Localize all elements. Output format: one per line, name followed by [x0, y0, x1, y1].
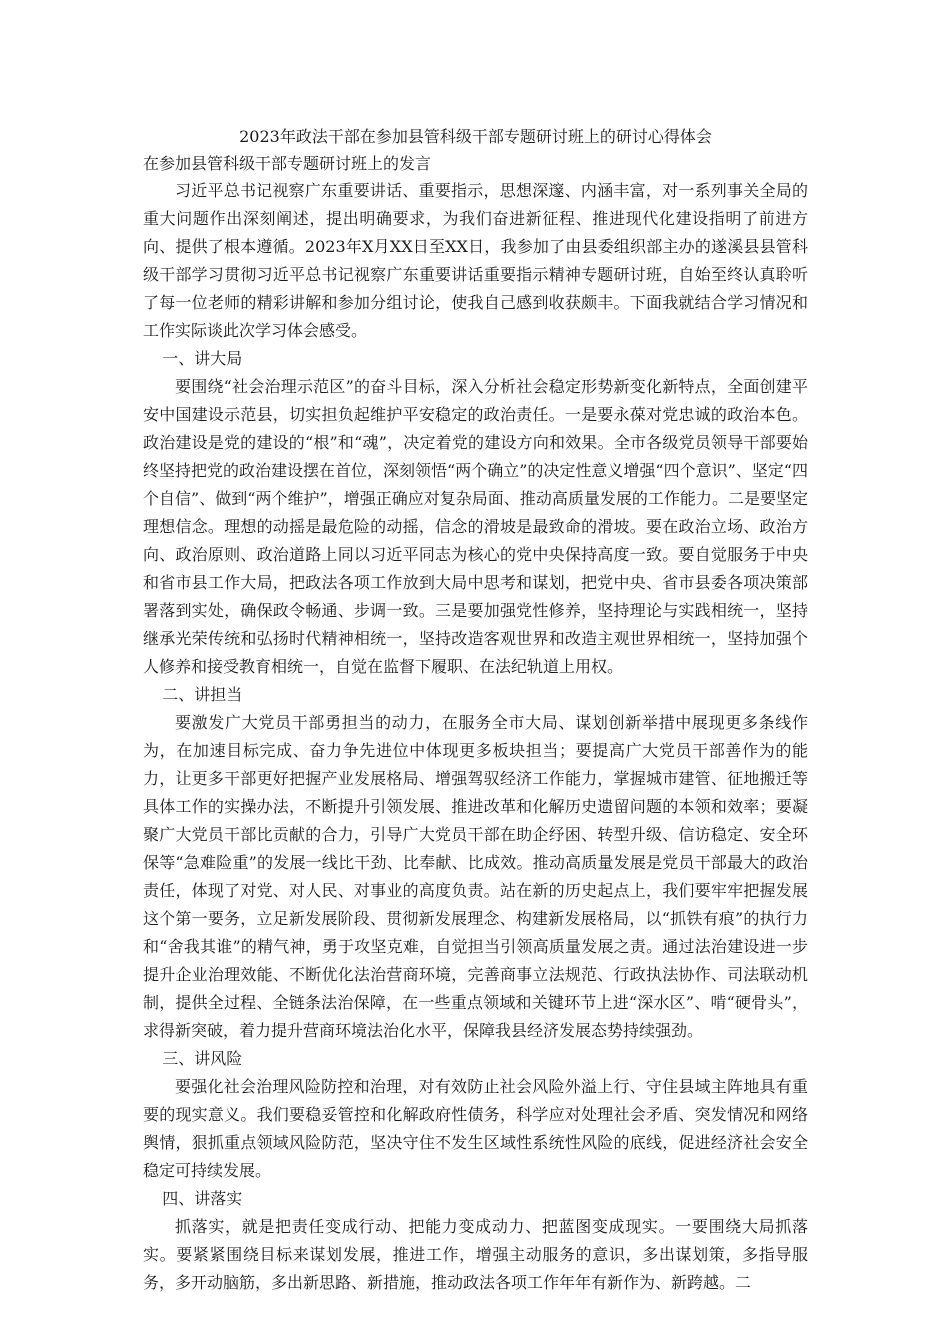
intro-paragraph: 习近平总书记视察广东重要讲话、重要指示，思想深邃、内涵丰富，对一系列事关全局的重大问题作出深刻阐述，提出明确要求，为我们奋进新征程、推进现代化建设指明了前进方向、提供了根本遵循。2023年X月XX日至XX日，我参加了由县委组织部主办的遂溪县县管科级干部学习贯彻习近平总书记视察广东重要讲话重要指示精神专题研讨班，自始至终认真聆听了每一位老师的精彩讲解和参加分组讨论，使我自己感到收获颇丰。下面我就结合学习情况和工作实际谈此次学习体会感受。	[143, 181, 808, 340]
document-subtitle: 在参加县管科级干部专题研讨班上的发言	[143, 154, 432, 173]
section-heading-1: 一、讲大局	[162, 349, 243, 368]
section-body-2: 要激发广大党员干部勇担当的动力，在服务全市大局、谋划创新举措中展现更多条线作为，在加速目标完成、奋力争先进位中体现更多板块担当；要提高广大党员干部善作为的能力，让更多干部更好把握产业发展格局、增强驾驭经济工作能力，掌握城市建管、征地搬迁等具体工作的实操办法，不断提升引领发展、推进改革和化解历史遗留问题的本领和效率；要凝聚广大党员干部比贡献的合力，引导广大党员干部在助企纾困、转型升级、信访稳定、安全环保等“急难险重”的发展一线比干劲、比奉献、比成效。推动高质量发展是党员干部最大的政治责任，体现了对党、对人民、对事业的高度负责。站在新的历史起点上，我们要牢牢把握发展这个第一要务，立足新发展阶段、贯彻新发展理念、构建新发展格局，以“抓铁有痕”的执行力和“舍我其谁”的精气神，勇于攻坚克难，自觉担当引领高质量发展之责。通过法治建设进一步提升企业治理效能、不断优化法治营商环境，完善商事立法规范、行政执法协作、司法联动机制，提供全过程、全链条法治保障，在一些重点领域和关键环节上进“深水区”、啃“硬骨头”，求得新突破，着力提升营商环境法治化水平，保障我县经济发展态势持续强劲。	[143, 713, 808, 1040]
document-page	[143, 124, 808, 1297]
section-body-1: 要围绕“社会治理示范区”的奋斗目标，深入分析社会稳定形势新变化新特点，全面创建平安中国建设示范县，切实担负起维护平安稳定的政治责任。一是要永葆对党忠诚的政治本色。政治建设是党的建设的“根”和“魂”，决定着党的建设方向和效果。全市各级党员领导干部要始终坚持把党的政治建设摆在首位，深刻领悟“两个确立”的决定性意义增强“四个意识”、坚定“四个自信”、做到“两个维护”，增强正确应对复杂局面、推动高质量发展的工作能力。二是要坚定理想信念。理想的动摇是最危险的动摇，信念的滑坡是最致命的滑坡。要在政治立场、政治方向、政治原则、政治道路上同以习近平同志为核心的党中央保持高度一致。要自觉服务于中央和省市县工作大局，把政法各项工作放到大局中思考和谋划，把党中央、省市县委各项决策部署落到实处，确保政令畅通、步调一致。三是要加强党性修养，坚持理论与实践相统一，坚持继承光荣传统和弘扬时代精神相统一，坚持改造客观世界和改造主观世界相统一，坚持加强个人修养和接受教育相统一，自觉在监督下履职、在法纪轨道上用权。	[143, 377, 808, 676]
section-body-4: 抓落实，就是把责任变成行动、把能力变成动力、把蓝图变成现实。一要围绕大局抓落实。要紧紧围绕目标来谋划发展，推进工作，增强主动服务的意识，多出谋划策，多指导服务，多开动脑筋，多出新思路、新措施，推动政法各项工作年年有新作为、新跨越。二	[143, 1217, 808, 1292]
section-heading-4: 四、讲落实	[162, 1189, 243, 1208]
section-body-3: 要强化社会治理风险防控和治理，对有效防止社会风险外溢上行、守住县域主阵地具有重要的现实意义。我们要稳妥管控和化解政府性债务，科学应对处理社会矛盾、突发情况和网络舆情，狠抓重点领域风险防范，坚决守住不发生区域性系统性风险的底线，促进经济社会安全稳定可持续发展。	[143, 1077, 808, 1180]
document-title: 2023年政法干部在参加县管科级干部专题研讨班上的研讨心得体会	[239, 127, 712, 146]
section-heading-2: 二、讲担当	[162, 685, 243, 704]
section-heading-3: 三、讲风险	[162, 1049, 243, 1068]
